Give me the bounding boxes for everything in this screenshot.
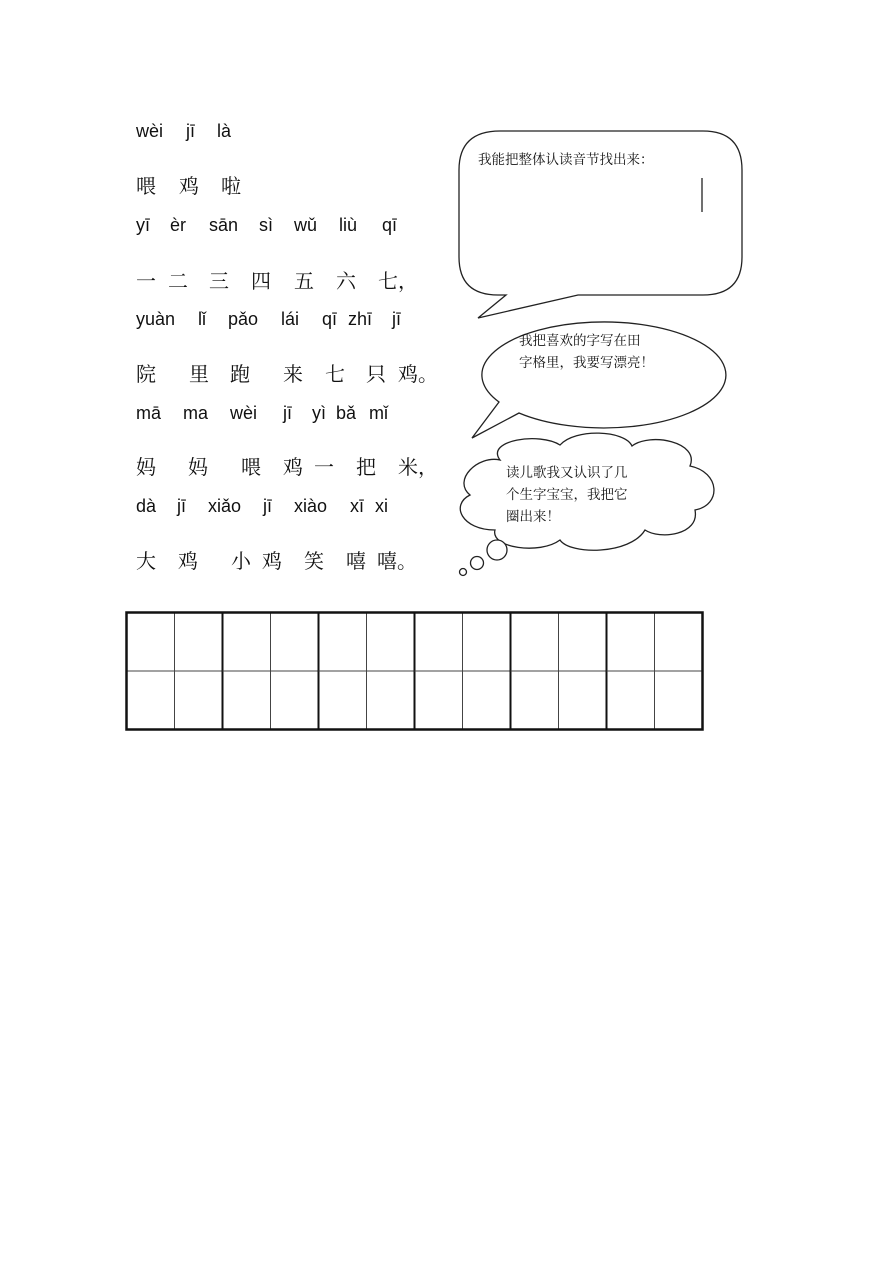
pinyin-token: sì	[259, 215, 274, 235]
hanzi-token: 七，	[378, 269, 418, 293]
pinyin-token: sān	[209, 215, 239, 235]
hanzi-token: 七	[325, 362, 345, 386]
hanzi-token: 喂	[136, 174, 156, 198]
hanzi-token: 鸡	[178, 549, 198, 573]
hanzi-token: 来	[283, 362, 303, 386]
pinyin-token: pǎo	[228, 309, 259, 329]
box-callout-text: 我能把整体认读音节找出来：	[478, 152, 654, 168]
tianzige-cell[interactable]	[127, 613, 223, 730]
hanzi-token: 喂	[241, 455, 261, 479]
cloud-text-line-1: 读儿歌我又认识了几	[506, 465, 628, 481]
grid-cells	[127, 613, 703, 730]
hanzi-token: 二	[168, 269, 188, 293]
hanzi-token: 跑	[230, 362, 250, 386]
cloud-text-line-2: 个生字宝宝，我把它	[506, 487, 628, 503]
pinyin-token: wèi	[136, 121, 164, 141]
hanzi-token: 小	[231, 549, 251, 573]
hanzi-token: 把	[356, 455, 376, 479]
pinyin-token: qī	[382, 215, 398, 235]
hanzi-token: 妈	[188, 455, 208, 479]
hanzi-token: 啦	[221, 174, 241, 198]
hanzi-token: 鸡	[179, 174, 199, 198]
pinyin-token: zhī	[348, 309, 373, 329]
hanzi-token: 笑	[304, 549, 324, 573]
hanzi-token: 大	[136, 549, 156, 573]
speech-bubbles	[0, 0, 892, 600]
pinyin-token: yuàn	[136, 309, 176, 329]
tianzige-grid-svg	[125, 611, 705, 732]
hanzi-token: 嘻。	[377, 549, 417, 573]
hanzi-token: 鸡。	[398, 362, 438, 386]
pinyin-token: yì	[312, 403, 327, 423]
hanzi-token: 六	[336, 269, 356, 293]
hanzi-token: 三	[209, 269, 229, 293]
hanzi-token: 鸡	[283, 455, 303, 479]
pinyin-token: jī	[186, 121, 195, 141]
hanzi-token: 院	[136, 362, 156, 386]
pinyin-token: wǔ	[294, 215, 318, 235]
pinyin-token: lái	[281, 309, 300, 329]
hanzi-token: 米，	[398, 455, 438, 479]
pinyin-token: xi	[375, 496, 388, 516]
oval-callout-line-2: 字格里，我要写漂亮！	[519, 355, 654, 371]
hanzi-token: 只	[366, 362, 386, 386]
pinyin-token: jī	[283, 403, 292, 423]
pinyin-token: mā	[136, 403, 162, 423]
tianzige-writing-grid[interactable]	[125, 611, 705, 736]
pinyin-token: èr	[170, 215, 187, 235]
pinyin-token: xī	[350, 496, 365, 516]
pinyin-token: qī	[322, 309, 338, 329]
hanzi-token: 妈	[136, 455, 156, 479]
pinyin-token: liù	[339, 215, 358, 235]
pinyin-token: xiǎo	[208, 496, 242, 516]
hanzi-token: 一	[136, 269, 156, 293]
tianzige-cell[interactable]	[319, 613, 415, 730]
pinyin-token: jī	[177, 496, 186, 516]
pinyin-token: là	[217, 121, 232, 141]
pinyin-token: jī	[392, 309, 401, 329]
hanzi-token: 五	[294, 269, 314, 293]
pinyin-token: jī	[263, 496, 272, 516]
pinyin-token: yī	[136, 215, 151, 235]
pinyin-token: wèi	[230, 403, 258, 423]
pinyin-token: bǎ	[336, 403, 357, 423]
tianzige-cell[interactable]	[415, 613, 511, 730]
pinyin-token: lǐ	[198, 309, 206, 329]
tianzige-cell[interactable]	[511, 613, 607, 730]
oval-callout-line-1: 我把喜欢的字写在田	[519, 333, 641, 349]
hanzi-token: 四	[251, 269, 271, 293]
hanzi-token: 嘻	[346, 549, 366, 573]
pinyin-token: mǐ	[369, 403, 388, 423]
pinyin-token: xiào	[294, 496, 328, 516]
pinyin-token: dà	[136, 496, 157, 516]
tianzige-cell[interactable]	[223, 613, 319, 730]
cloud-text-line-3: 圈出来！	[506, 509, 560, 525]
hanzi-token: 一	[314, 455, 334, 479]
pinyin-token: ma	[183, 403, 209, 423]
tianzige-cell[interactable]	[607, 613, 703, 730]
hanzi-token: 里	[189, 362, 209, 386]
hanzi-token: 鸡	[262, 549, 282, 573]
